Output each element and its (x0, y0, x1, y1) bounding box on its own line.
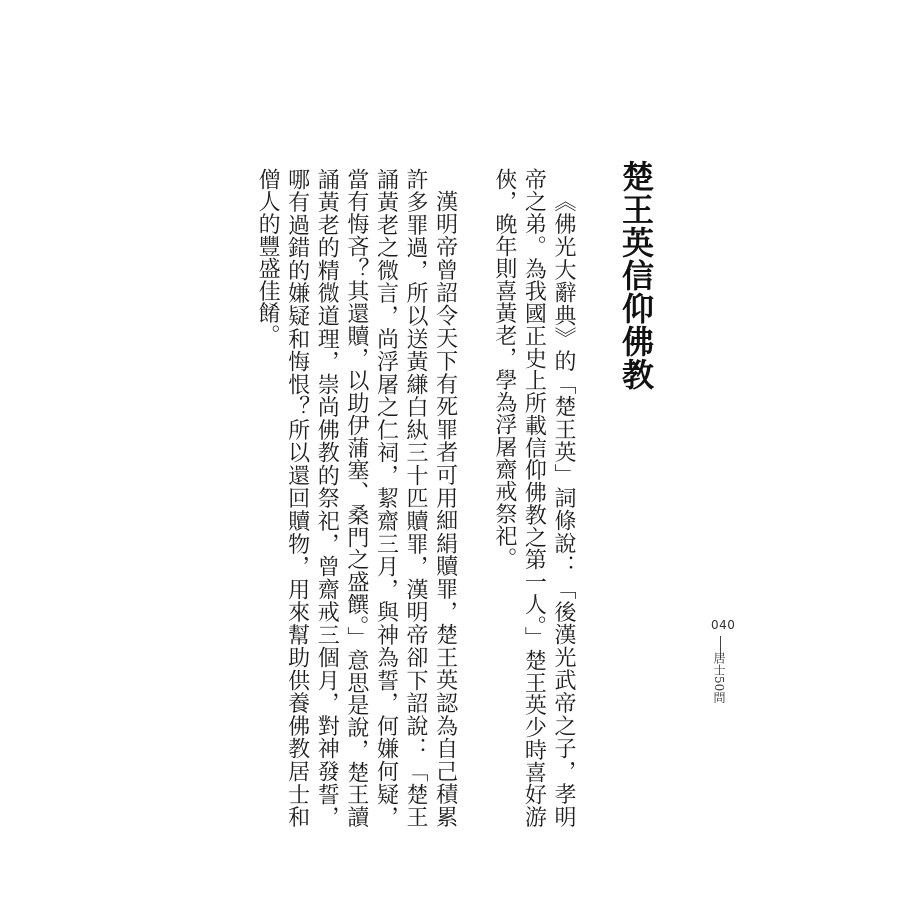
paragraph-1: 《佛光大辭典》的「楚王英」詞條說：「後漢光武帝之子，孝明帝之弟。為我國正史上所載信仰佛教之第一人。」楚王英少時喜好游俠，晚年則喜黃老，學為浮屠齋戒祭祀。 (491, 168, 576, 828)
running-head: 居士50問 (712, 652, 726, 704)
page-number: 040 (711, 618, 736, 632)
chapter-title: 楚王英信仰佛教 (617, 160, 655, 391)
body-text (252, 168, 578, 828)
paragraph-2: 漢明帝曾詔令天下有死罪者可用細絹贖罪，楚王英認為自己積累許多罪過，所以送黃縑白紈三十匹贖罪，漢明帝卻下詔說：「楚王誦黃老之微言，尚浮屠之仁祠，絜齋三月，與神為誓，何嫌何疑，當有悔吝？其還贖，以助伊蒲塞、桑門之盛饌。」意思是說，楚王讀誦黃老的精微道理，崇尚佛教的祭祀，曾齋戒三個月，對神發誓，哪有過錯的嫌疑和悔恨？所以還回贖物，用來幫助供養佛教居士和僧人的豐盛佳餚。 (255, 168, 458, 828)
